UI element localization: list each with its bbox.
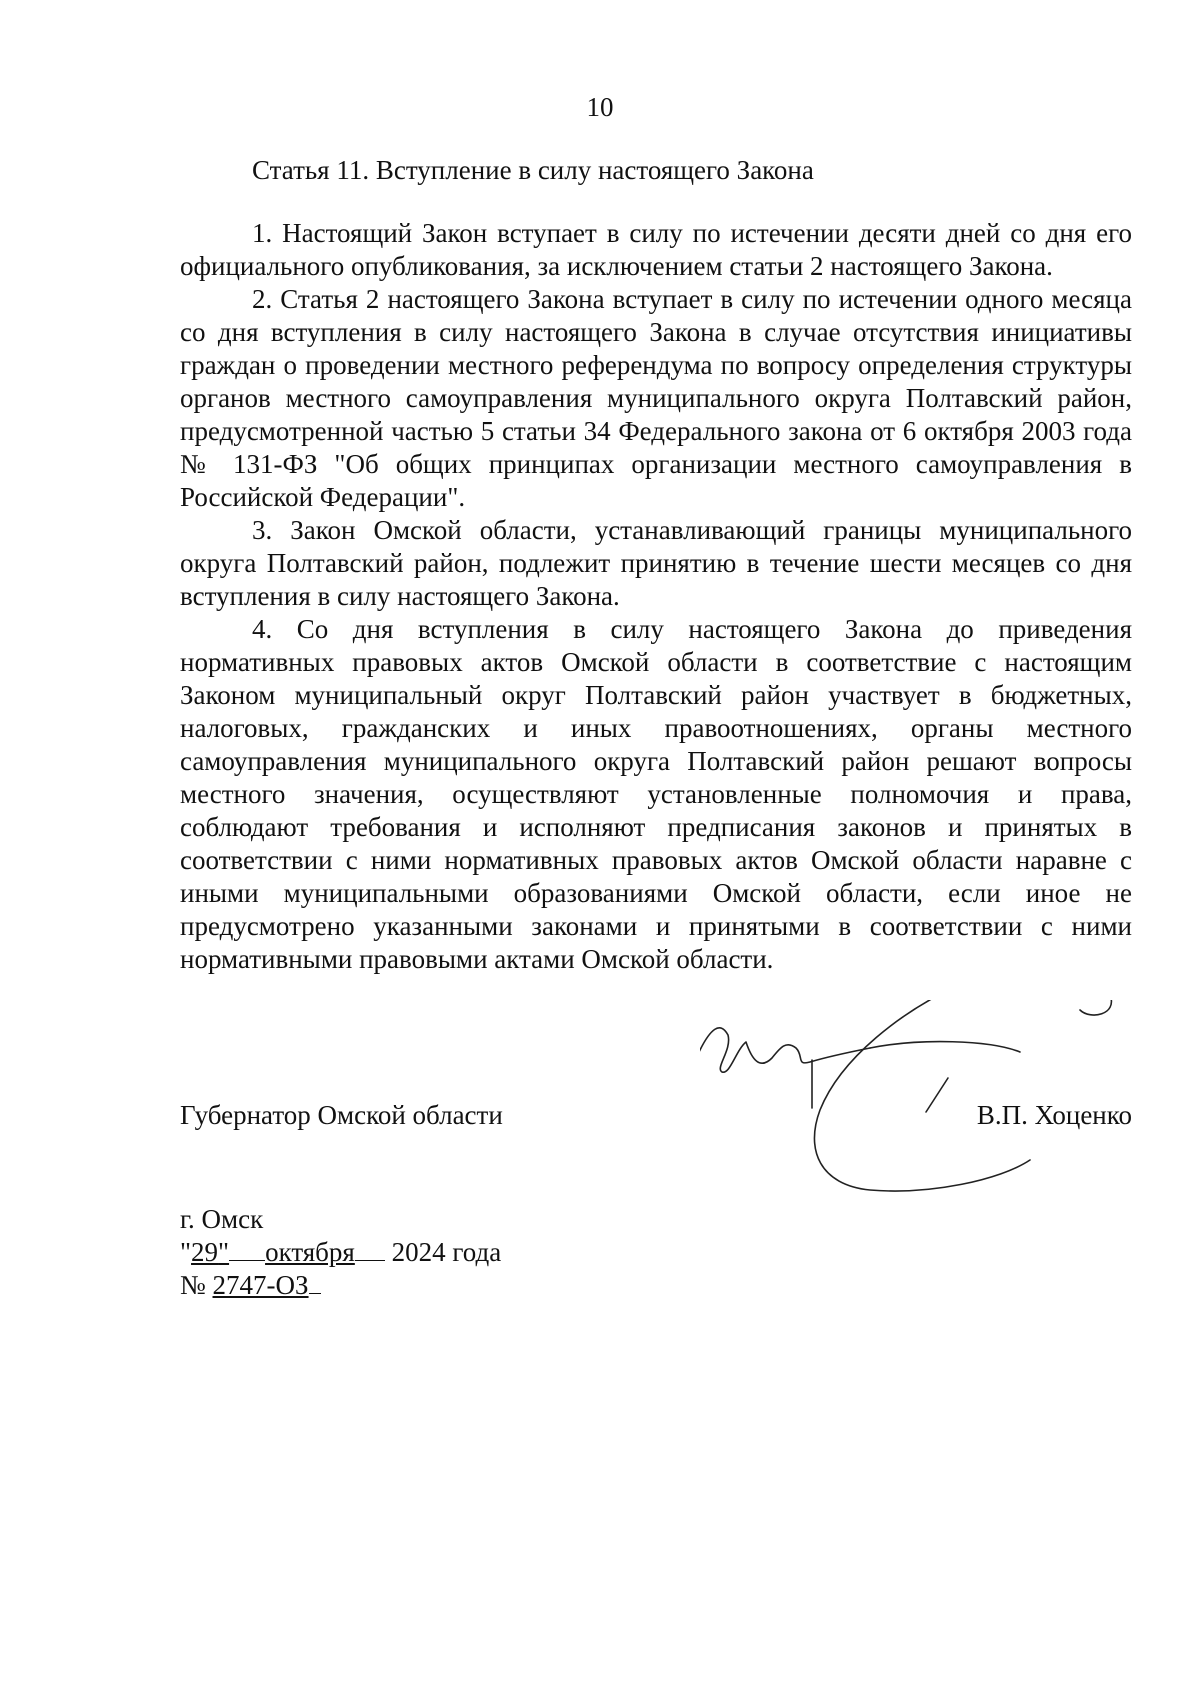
signature-block (180, 1100, 1132, 1140)
number-prefix: № (180, 1270, 206, 1300)
paragraph-2: 2. Статья 2 настоящего Закона вступает в силу по истечении одного месяца со дня вступления в силу настоящего Закона в случае отсутствия инициативы граждан о проведении местного референдума по вопросу определения структуры органов местного самоуправления муниципального округа Полтавский район, предусмотренной частью 5 статьи 34 Федерального закона от 6 октября 2003 года № 131-ФЗ "Об общих принципах организации местного самоуправления в Российской Федерации". (180, 284, 1132, 512)
underline-gap (229, 1238, 265, 1261)
law-number: 2747-ОЗ (212, 1270, 309, 1300)
paragraph-3: 3. Закон Омской области, устанавливающий границы муниципального округа Полтавский район, подлежит принятию в течение шести месяцев со дня вступления в силу настоящего Закона. (180, 515, 1132, 611)
date-line (180, 1236, 501, 1269)
place-date-number (180, 1203, 501, 1302)
paragraph-1: 1. Настоящий Закон вступает в силу по истечении десяти дней со дня его официального опубликования, за исключением статьи 2 настоящего Закона. (180, 218, 1132, 281)
number-line (180, 1269, 501, 1302)
article-title: Статья 11. Вступление в силу настоящего Закона (252, 155, 814, 185)
city-line: г. Омск (180, 1204, 264, 1234)
quote-open: " (180, 1237, 192, 1267)
article-body (180, 217, 1132, 976)
date-year: 2024 года (391, 1237, 502, 1267)
signer-title: Губернатор Омской области (180, 1100, 503, 1130)
underline-gap (355, 1238, 385, 1261)
quote-close: " (218, 1237, 230, 1267)
date-day: 29 (191, 1237, 219, 1267)
underline-gap (309, 1271, 321, 1294)
signer-name: В.П. Хоценко (976, 1100, 1132, 1130)
paragraph-4: 4. Со дня вступления в силу настоящего Закона до приведения нормативных правовых актов Омской области в соответствие с настоящим Законом муниципальный округ Полтавский район участвует в бюджетных, налоговых, гражданских и иных правоотношениях, органы местного самоуправления муниципального округа Полтавский район решают вопросы местного значения, осуществляют установленные полномочия и права, соблюдают требования и исполняют предписания законов и принятых в соответствии с ними нормативных правовых актов Омской области наравне с иными муниципальными образованиями Омской области, если иное не предусмотрено указанными законами и принятыми в соответствии с ними нормативными правовыми актами Омской области. (180, 614, 1132, 974)
page-number: 10 (586, 92, 614, 122)
date-month: октября (265, 1237, 355, 1267)
